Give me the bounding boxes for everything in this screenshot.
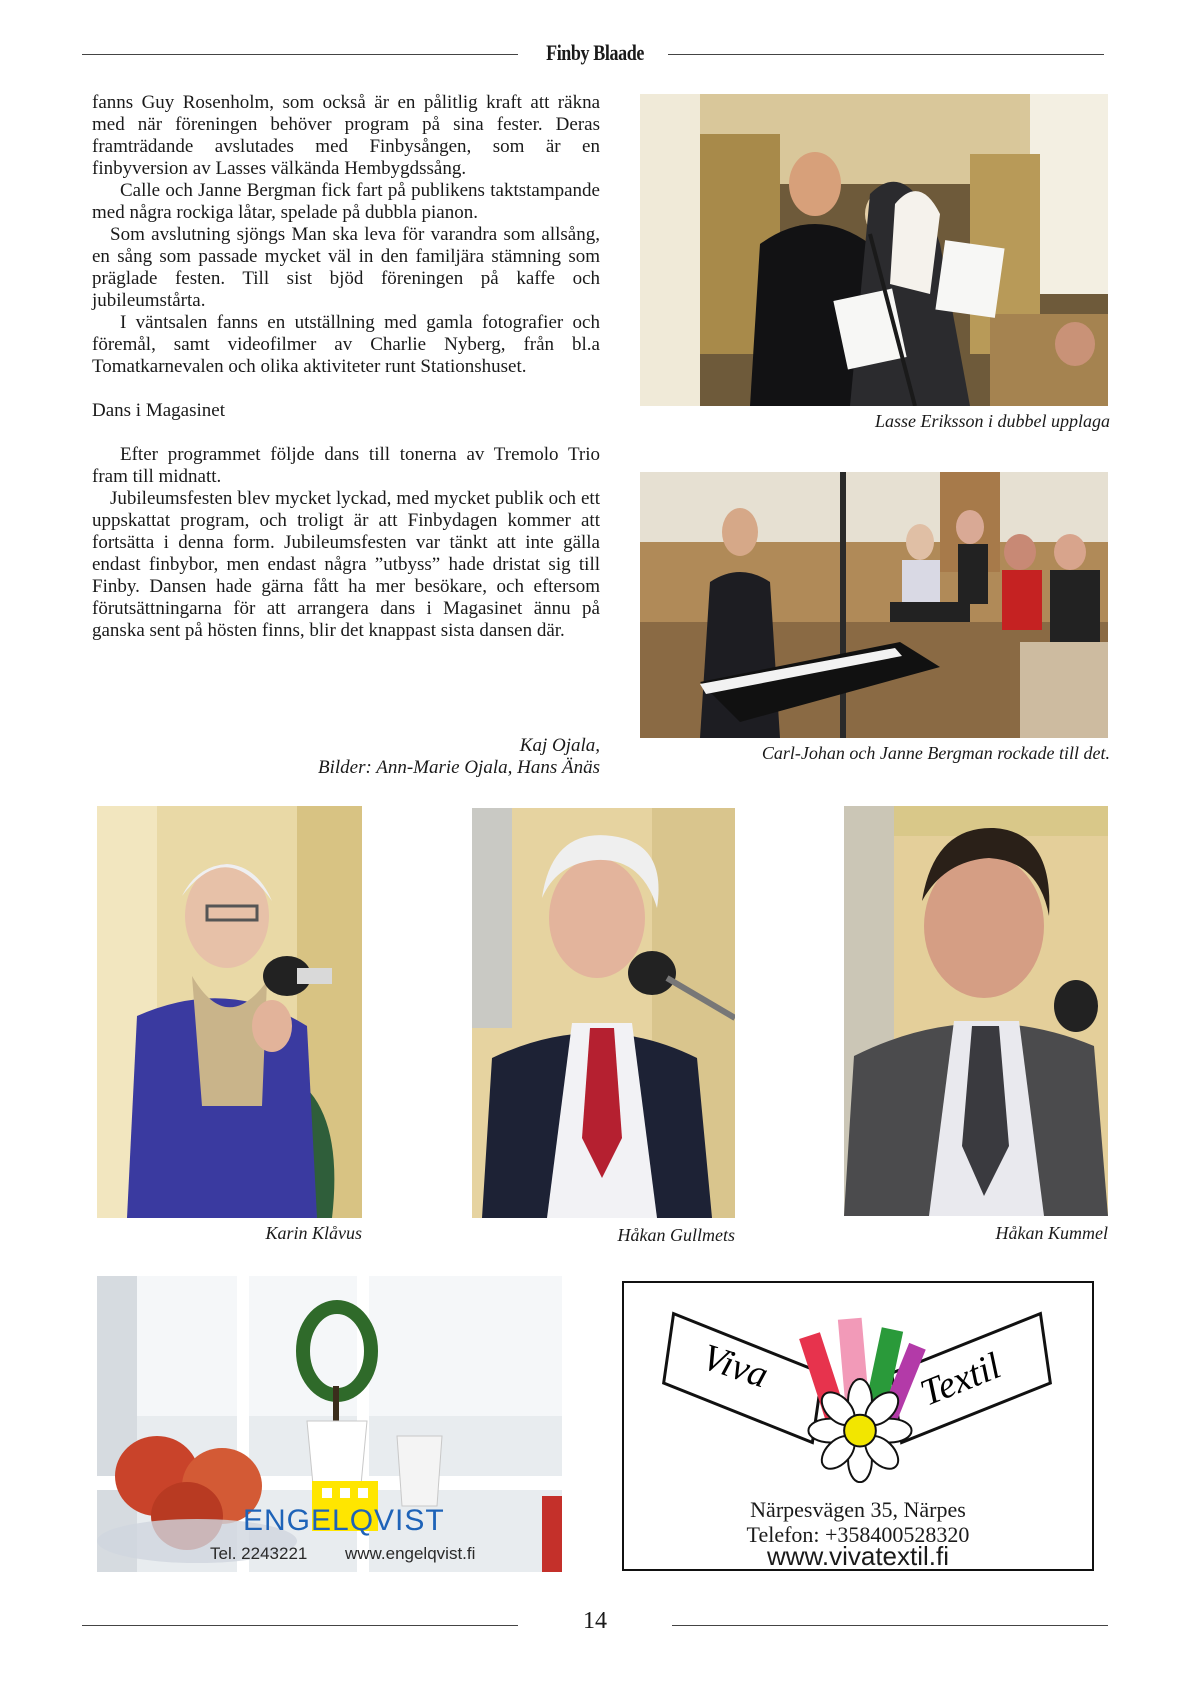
article-paragraph: I väntsalen fanns en utställning med gamla fotografier och föremål, samt videofilmer av Charlie Nyberg, från bl.a Tomatkarnevalen och olika aktiviteter runt Stationshuset. bbox=[92, 312, 600, 377]
vivatextil-word-viva: Viva bbox=[697, 1335, 774, 1397]
article-paragraph: fanns Guy Rosenholm, som också är en pålitlig kraft att räkna med när föreningen behöver program på sina fester. Deras framträdande avslutades med Finbysången, som är en finbyversion av Lasses välkända Hembygdssång. bbox=[92, 92, 600, 179]
article-paragraph: Jubileumsfesten blev mycket lyckad, med mycket publik och ett uppskattat program, och troligt är att Finbydagen kommer att fortsätta i denna form. Jubileumsfesten var tänkt att inte gälla endast finbybor, men endast några ”utbyss” hade dristat sig till Finby. Dansen hade gärna fått ha mer besökare, och eftersom förutsättningarna för att arrangera dans i Magasinet ännu på ganska sent på hösten finns, blir det knappast sista dansen där. bbox=[92, 488, 600, 641]
header-rule-right bbox=[668, 54, 1104, 55]
caption-photo4: Håkan Gullmets bbox=[617, 1225, 735, 1245]
byline-photographers: Bilder: Ann-Marie Ojala, Hans Änäs bbox=[318, 757, 600, 778]
article-subheading: Dans i Magasinet bbox=[92, 400, 225, 421]
photo-lasse-eriksson bbox=[640, 94, 1108, 406]
article-paragraph: Calle och Janne Bergman fick fart på publikens taktstampande med några rockiga låtar, spelade på dubbla pianon. bbox=[92, 180, 600, 223]
photo-hakan-kummel bbox=[844, 806, 1108, 1216]
engelqvist-logo: ENGELQVIST bbox=[243, 1504, 445, 1537]
byline bbox=[260, 735, 600, 779]
article-body bbox=[92, 92, 600, 642]
ad-vivatextil bbox=[622, 1281, 1094, 1571]
caption-photo2: Carl-Johan och Janne Bergman rockade till det. bbox=[761, 743, 1110, 763]
article-paragraph: Som avslutning sjöngs Man ska leva för varandra som allsång, en sång som passade mycket väl in den familjära stämning som präglade festen. Till sist bjöd föreningen på kaffe och jubileumstårta. bbox=[92, 224, 600, 311]
engelqvist-phone: Tel. 2243221 bbox=[210, 1544, 308, 1563]
ad-engelqvist bbox=[97, 1276, 562, 1572]
caption-photo3: Karin Klåvus bbox=[265, 1223, 362, 1243]
vivatextil-logo bbox=[624, 1283, 1092, 1483]
photo-bergman-keyboards bbox=[640, 472, 1108, 738]
photo-karin-klavus bbox=[97, 806, 362, 1218]
caption-photo5: Håkan Kummel bbox=[995, 1223, 1108, 1243]
footer-rule-right bbox=[672, 1625, 1108, 1626]
page-number: 14 bbox=[583, 1608, 607, 1634]
byline-author: Kaj Ojala, bbox=[519, 735, 600, 756]
publication-title: Finby Blaade bbox=[546, 40, 644, 65]
photo-hakan-gullmets bbox=[472, 808, 735, 1218]
article-paragraph: Efter programmet följde dans till tonerna av Tremolo Trio fram till midnatt. bbox=[92, 444, 600, 487]
vivatextil-website: www.vivatextil.fi bbox=[766, 1541, 950, 1571]
caption-photo1: Lasse Eriksson i dubbel upplaga bbox=[874, 411, 1110, 431]
vivatextil-word-textil: Textil bbox=[914, 1344, 1007, 1415]
engelqvist-website: www.engelqvist.fi bbox=[345, 1544, 476, 1563]
vivatextil-address: Närpesvägen 35, Närpes bbox=[750, 1497, 966, 1522]
vivatextil-phone: Telefon: +358400528320 bbox=[746, 1522, 970, 1547]
